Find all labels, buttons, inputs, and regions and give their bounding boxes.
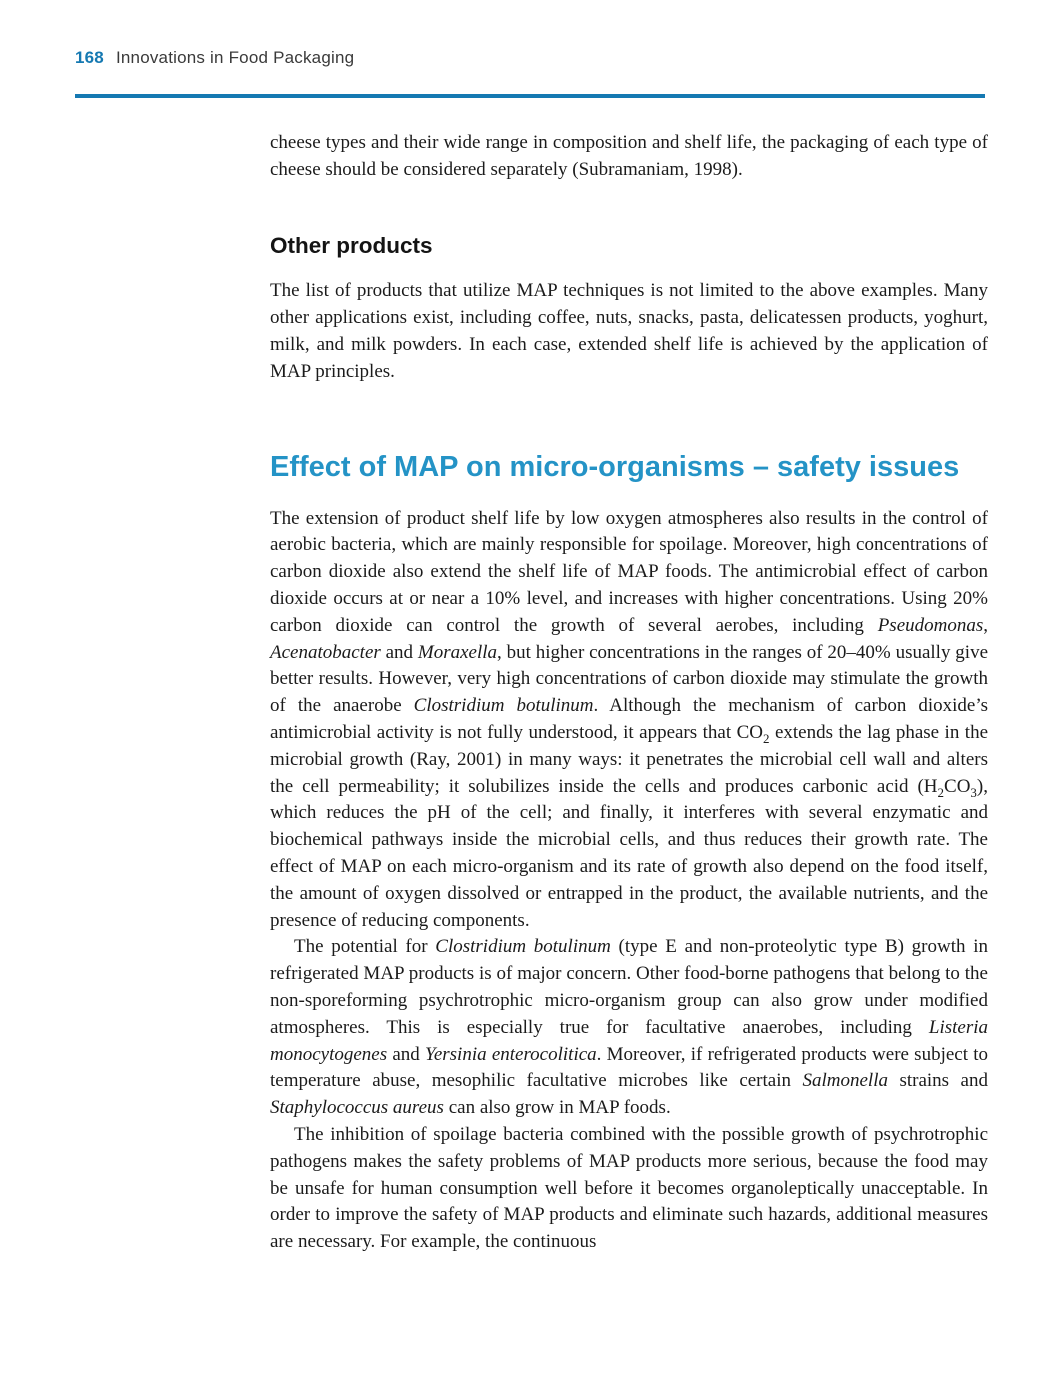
header-rule (75, 94, 985, 98)
paragraph-other-products: The list of products that utilize MAP techniques is not limited to the above examples. Many other applications exist, including coffee, nuts, snacks, pasta, delicatessen products, yoghurt, milk, and milk powders. In each case, extended shelf life is achieved by the application of MAP principles. (270, 280, 988, 382)
section-heading-other-products: Other products (270, 232, 433, 258)
page-number: 168 (75, 48, 104, 67)
paragraph-effect-map-1: The extension of product shelf life by low oxygen atmospheres also results in the control of aerobic bacteria, which are mainly responsible for spoilage. Moreover, high concentrations of carbon dioxide also extend the shelf life of MAP foods. The antimicrobial effect of carbon dioxide occurs at or near a 10% level, and increases with higher concentrations. Using 20% carbon dioxide can control the growth of several aerobes, including Pseudomonas, Acenatobacter and Moraxella, but higher concentrations in the ranges of 20–40% usually give better results. However, very high concentrations of carbon dioxide may stimulate the growth of the anaerobe Clostridium botulinum. Although the mechanism of carbon dioxide’s antimicrobial activity is not fully understood, it appears that $CO_2$ extends the lag phase in the microbial growth (Ray, 2001) in many ways: it penetrates the microbial cell wall and alters the cell permeability; it solubilizes inside the cells and produces carbonic acid $(H_2CO_3)$, which reduces the pH of the cell; and finally, it interferes with several enzymatic and biochemical pathways inside the microbial cells, and thus reduces their growth rate. The effect of MAP on each micro-organism and its rate of growth also depend on the food itself, the amount of oxygen dissolved or entrapped in the product, the available nutrients, and the presence of reducing components. (270, 507, 989, 931)
body-column (270, 130, 988, 1256)
paragraph-cheese-continuation: cheese types and their wide range in composition and shelf life, the packaging of each type of cheese should be considered separately (Subramaniam, 1998). (270, 132, 988, 180)
section-heading-effect-of-map: Effect of MAP on micro-organisms – safety issues (270, 450, 960, 483)
running-header (75, 48, 985, 68)
running-header-title: Innovations in Food Packaging (115, 48, 355, 67)
paragraph-effect-map-3: The inhibition of spoilage bacteria combined with the possible growth of psychrotrophic pathogens makes the safety problems of MAP products more serious, because the food may be unsafe for human consumption well before it becomes organoleptically unacceptable. In order to improve the safety of MAP products and eliminate such hazards, additional measures are necessary. For example, the continuous (270, 1123, 988, 1253)
paragraph-effect-map-2: The potential for Clostridium botulinum (type E and non-proteolytic type B) growth in refrigerated MAP products is of major concern. Other food-borne pathogens that belong to the non-sporeforming psychrotrophic micro-organism group can also grow under modified atmospheres. This is especially true for facultative anaerobes, including Listeria monocytogenes and Yersinia enterocolitica. Moreover, if refrigerated products were subject to temperature abuse, mesophilic facultative microbes like certain Salmonella strains and Staphylococcus aureus can also grow in MAP foods. (270, 936, 988, 1119)
